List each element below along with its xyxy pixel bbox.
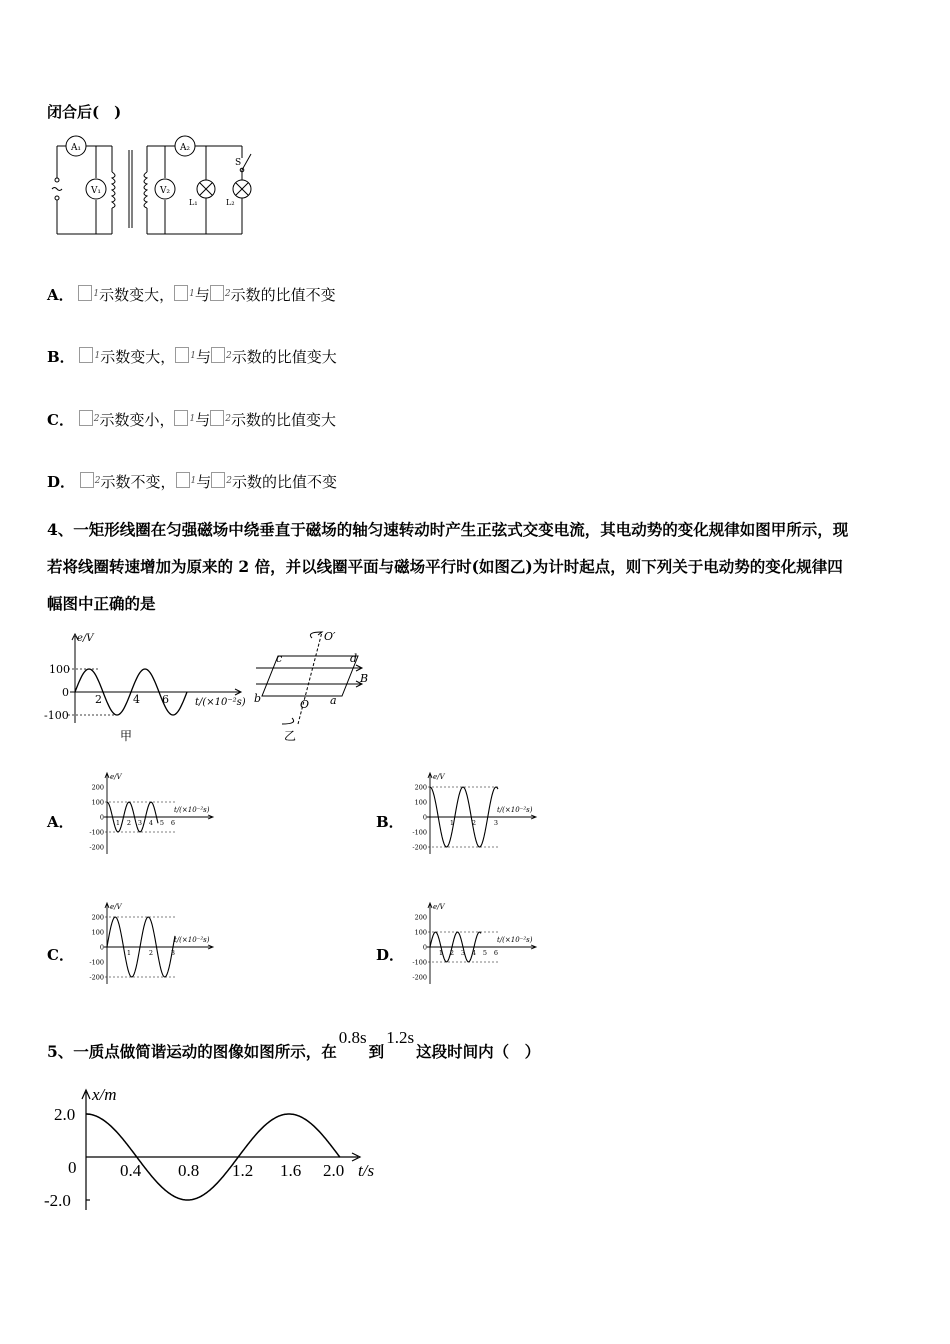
option-xtick: 3 xyxy=(493,819,499,827)
option-ytick: 200 xyxy=(91,913,104,922)
q5-stem-pre: 5、一质点做简谐运动的图像如图所示，在 xyxy=(47,1042,337,1061)
shm-ylabel: x/m xyxy=(92,1085,117,1104)
option-ytick: 0 xyxy=(99,943,104,952)
shm-ytick: 2.0 xyxy=(54,1105,76,1124)
option-ytick: -100 xyxy=(412,958,427,967)
shm-xlabel: t/s xyxy=(358,1161,375,1180)
meter-symbol-icon xyxy=(79,347,93,363)
option-xlabel: t/(×10⁻²s) xyxy=(174,936,210,944)
jia-ytick: -100 xyxy=(44,709,69,722)
q4-option-b-graph[interactable] xyxy=(405,770,555,860)
meter-symbol-icon xyxy=(79,410,93,426)
option-ytick: 100 xyxy=(414,798,427,807)
option-xtick: 4 xyxy=(148,819,154,827)
jia-xtick: 2 xyxy=(95,693,102,706)
option-xtick: 2 xyxy=(449,949,455,957)
option-ytick: -200 xyxy=(412,973,427,982)
q3-option-a[interactable]: A． $^1$示数变大， $^1$与 $^2$示数的比值不变 xyxy=(47,286,336,304)
q3-option-c[interactable]: C． $^2$示数变小， $^1$与 $^2$示数的比值变大 xyxy=(47,411,336,429)
meter-symbol-icon xyxy=(174,285,188,301)
shm-xtick: 2.0 xyxy=(323,1161,345,1180)
figure-jia-emf-graph xyxy=(40,628,260,748)
option-xtick: 6 xyxy=(493,949,499,957)
meter-symbol-icon xyxy=(210,410,224,426)
yi-d-label: d xyxy=(350,652,358,665)
option-ytick: -100 xyxy=(412,828,427,837)
option-ytick: 100 xyxy=(91,798,104,807)
voltmeter-v1-label: V₁ xyxy=(90,186,102,196)
option-xlabel: t/(×10⁻²s) xyxy=(497,806,533,814)
yi-caption: 乙 xyxy=(284,729,297,743)
option-ytick: 0 xyxy=(422,813,427,822)
jia-ytick: 100 xyxy=(49,663,70,676)
yi-a-label: a xyxy=(330,694,337,707)
option-ytick: -200 xyxy=(89,843,104,852)
q5-t-start: 0.8s xyxy=(338,1028,367,1047)
meter-symbol-icon xyxy=(80,472,94,488)
meter-symbol-icon xyxy=(210,285,224,301)
option-ylabel: e/V xyxy=(433,903,445,911)
meter-symbol-icon xyxy=(175,347,189,363)
yi-b-label: b xyxy=(254,692,262,705)
shm-xtick: 1.2 xyxy=(232,1161,254,1180)
option-xtick: 1 xyxy=(438,949,444,957)
q4-option-c-graph[interactable] xyxy=(82,900,232,990)
meter-symbol-icon xyxy=(174,410,188,426)
option-ytick: -200 xyxy=(89,973,104,982)
option-xtick: 2 xyxy=(126,819,132,827)
option-ytick: 200 xyxy=(414,913,427,922)
option-xtick: 6 xyxy=(170,819,176,827)
jia-ytick: 0 xyxy=(62,686,69,699)
q4-option-d-letter[interactable]: D． xyxy=(376,946,405,964)
option-ytick: 100 xyxy=(414,928,427,937)
transformer-circuit-diagram xyxy=(44,132,254,242)
option-xtick: 1 xyxy=(126,949,132,957)
q4-stem-line-2: 若将线圈转速增加为原来的 2 倍，并以线圈平面与磁场平行时(如图乙)为计时起点，则下列关于电动势的变化规律四 xyxy=(47,557,843,576)
q3-option-d[interactable]: D． $^2$示数不变， $^1$与 $^2$示数的比值不变 xyxy=(47,473,338,491)
option-ytick: 200 xyxy=(91,783,104,792)
yi-field-b-label: B xyxy=(360,672,369,685)
option-ytick: -200 xyxy=(412,843,427,852)
option-xtick: 5 xyxy=(482,949,488,957)
shm-xtick: 0.4 xyxy=(120,1161,142,1180)
option-xlabel: t/(×10⁻²s) xyxy=(174,806,210,814)
q5-t-end: 1.2s xyxy=(386,1028,415,1047)
q4-stem-line-3: 幅图中正确的是 xyxy=(47,594,156,613)
lamp-l2-label: L₂ xyxy=(226,198,235,207)
option-ytick: 0 xyxy=(99,813,104,822)
jia-ylabel: e/V xyxy=(77,633,94,644)
meter-symbol-icon xyxy=(78,285,92,301)
meter-symbol-icon xyxy=(211,347,225,363)
shm-xtick: 0.8 xyxy=(178,1161,200,1180)
q5-stem-post: 这段时间内（ ） xyxy=(416,1042,541,1061)
q5-stem xyxy=(47,1028,541,1062)
option-xlabel: t/(×10⁻²s) xyxy=(497,936,533,944)
jia-xtick: 4 xyxy=(133,693,140,706)
q4-option-a-graph[interactable] xyxy=(82,770,232,860)
shm-xtick: 1.6 xyxy=(280,1161,302,1180)
ammeter-a2-label: A₂ xyxy=(179,143,191,153)
option-xtick: 2 xyxy=(148,949,154,957)
q5-displacement-time-graph xyxy=(40,1082,390,1217)
option-xtick: 4 xyxy=(471,949,477,957)
shm-ytick: -2.0 xyxy=(44,1191,71,1210)
q4-option-a-letter[interactable]: A． xyxy=(47,813,74,831)
shm-ytick: 0 xyxy=(68,1158,77,1177)
option-xtick: 1 xyxy=(449,819,455,827)
lamp-l1-label: L₁ xyxy=(189,198,198,207)
q4-option-c-letter[interactable]: C． xyxy=(47,946,74,964)
option-xtick: 3 xyxy=(460,949,466,957)
q4-option-b-letter[interactable]: B． xyxy=(376,813,404,831)
jia-xtick: 6 xyxy=(162,693,169,706)
option-ylabel: e/V xyxy=(433,773,445,781)
option-ytick: 200 xyxy=(414,783,427,792)
figure-yi-coil-diagram xyxy=(250,626,375,744)
yi-o-label: O xyxy=(300,698,310,711)
q4-stem-line-1: 4、一矩形线圈在匀强磁场中绕垂直于磁场的轴匀速转动时产生正弦式交变电流，其电动势的变化规律如图甲所示，现 xyxy=(47,520,849,539)
option-ylabel: e/V xyxy=(110,773,122,781)
option-xtick: 5 xyxy=(159,819,165,827)
q4-option-d-graph[interactable] xyxy=(405,900,555,990)
q5-stem-mid: 到 xyxy=(368,1042,385,1061)
yi-c-label: c xyxy=(276,652,283,665)
meter-symbol-icon xyxy=(176,472,190,488)
option-xtick: 3 xyxy=(170,949,176,957)
option-ytick: -100 xyxy=(89,828,104,837)
switch-s-label: S xyxy=(235,158,242,168)
option-xtick: 1 xyxy=(115,819,121,827)
yi-o-prime-label: O′ xyxy=(324,630,336,643)
q3-option-b[interactable]: B． $^1$示数变大， $^1$与 $^2$示数的比值变大 xyxy=(47,348,337,366)
q3-stem-tail: 闭合后( ) xyxy=(47,103,122,121)
option-xtick: 2 xyxy=(471,819,477,827)
option-ytick: 100 xyxy=(91,928,104,937)
option-ylabel: e/V xyxy=(110,903,122,911)
option-ytick: -100 xyxy=(89,958,104,967)
ammeter-a1-label: A₁ xyxy=(70,143,82,153)
meter-symbol-icon xyxy=(211,472,225,488)
jia-xlabel: t/(×10⁻²s) xyxy=(195,697,246,708)
voltmeter-v2-label: V₂ xyxy=(159,186,171,196)
option-ytick: 0 xyxy=(422,943,427,952)
option-xtick: 3 xyxy=(137,819,143,827)
jia-caption: 甲 xyxy=(120,729,133,743)
